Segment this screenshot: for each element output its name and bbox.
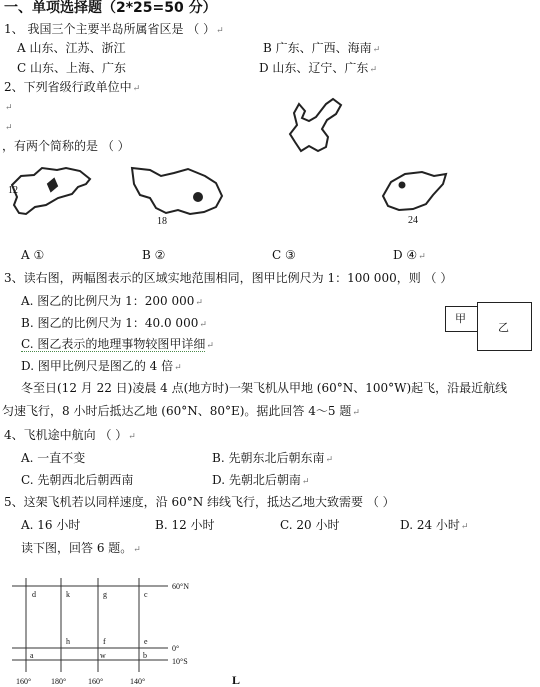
- return-mark: ↵: [460, 522, 469, 532]
- q3-stem: 3、读右图，两幅图表示的区域实地范围相同，图甲比例尺为 1：100 000，则 （ ）: [4, 271, 453, 285]
- q1-option-b-text: B 广东、广西、海南: [263, 41, 372, 55]
- return-mark: ↵: [301, 477, 310, 487]
- return-mark: ↵: [174, 363, 182, 373]
- q3-option-a: [21, 294, 203, 311]
- q2-stem-2: ，有两个简称的是 （ ）: [2, 139, 130, 153]
- q1-option-a: A 山东、江苏、浙江: [17, 41, 126, 55]
- point-d: d: [32, 590, 36, 599]
- q2-option-b: B ②: [142, 248, 166, 262]
- map-shape-12: [12, 168, 90, 214]
- q1-option-c: C 山东、上海、广东: [17, 61, 126, 75]
- point-k: k: [66, 590, 70, 599]
- q4-stem: [4, 428, 136, 445]
- q1-stem-text: 1、 我国三个主要半岛所属省区是 （ ）: [4, 22, 216, 36]
- q3-option-d: [21, 359, 182, 376]
- q4-option-b: [212, 451, 333, 468]
- box-label-jia: 甲: [455, 312, 466, 325]
- point-c: c: [144, 590, 148, 599]
- return-mark: ↵: [195, 298, 203, 308]
- passage-line-2: [2, 404, 360, 421]
- lon-label-4: 140°: [130, 677, 146, 686]
- return-mark: ↵: [128, 432, 136, 442]
- return-mark: ↵: [369, 65, 377, 75]
- q3-option-b: [21, 316, 207, 333]
- return-mark: ↵: [206, 341, 214, 351]
- return-mark: ↵: [5, 123, 13, 133]
- map-shape-18: [132, 168, 222, 214]
- lat-label-0: 0°: [172, 644, 180, 653]
- point-h: h: [66, 637, 70, 646]
- q5-option-a: A. 16 小时: [21, 518, 81, 532]
- q3-option-d-text: D. 图甲比例尺是图乙的 4 倍: [21, 359, 174, 373]
- q5-stem: 5、这架飞机若以同样速度，沿 60°N 纬线飞行，抵达乙地大致需要 （ ）: [4, 495, 395, 509]
- map-label-12: 12: [8, 185, 18, 196]
- read-figure-prompt: [21, 541, 141, 558]
- q5-option-c: C. 20 小时: [280, 518, 340, 532]
- lon-label-2: 180°: [51, 677, 67, 686]
- trailing-mark: L: [232, 673, 241, 687]
- passage-line-1: [21, 381, 507, 396]
- q5-option-d-text: D. 24 小时: [400, 518, 460, 532]
- q3-option-c-text: C. 图乙表示的地理事物较图甲详细: [21, 337, 206, 351]
- return-mark: ↵: [352, 408, 360, 418]
- return-mark: ↵: [133, 545, 141, 555]
- point-g: g: [103, 590, 107, 599]
- q1-option-d-text: D 山东、辽宁、广东: [259, 61, 369, 75]
- q2-option-c: C ③: [272, 248, 296, 262]
- return-mark: ↵: [325, 455, 333, 465]
- return-mark: ↵: [418, 252, 426, 262]
- box-label-yi: 乙: [498, 321, 509, 334]
- q2-option-a: A ①: [21, 248, 45, 262]
- map-shape-24: [383, 172, 446, 210]
- lon-label-1: 160°: [16, 677, 32, 686]
- q5-option-d: [400, 518, 468, 535]
- q2-stem-text: 2、下列省级行政单位中: [4, 80, 132, 94]
- point-b: b: [143, 651, 147, 660]
- read-figure-text: 读下图，回答 6 题。: [21, 541, 133, 555]
- q1-stem: [4, 22, 224, 39]
- q1-option-b: [263, 41, 380, 58]
- q2-option-d: [393, 248, 426, 265]
- map-label-24: 24: [408, 215, 418, 226]
- section-title: 一、单项选择题（2*25=50 分）: [4, 0, 217, 16]
- q1-option-d: [259, 61, 377, 78]
- q2-stem: [4, 80, 140, 97]
- return-mark: ↵: [132, 84, 141, 94]
- q3-option-b-text: B. 图乙的比例尺为 1：40.0 000: [21, 316, 199, 330]
- q4-option-d-text: D. 先朝北后朝南: [212, 473, 301, 487]
- lat-label-10s: 10°S: [172, 657, 188, 666]
- q3-option-c: [21, 337, 214, 354]
- point-w: w: [100, 651, 106, 660]
- lon-label-3: 160°: [88, 677, 104, 686]
- point-f: f: [103, 637, 106, 646]
- return-mark: ↵: [5, 103, 13, 113]
- passage-line-1-text: 冬至日(12 月 22 日)凌晨 4 点(地方时)一架飞机从甲地 (60°N、100°W)起飞，沿最近航线: [21, 381, 508, 395]
- return-mark: ↵: [199, 320, 207, 330]
- q4-option-a: A. 一直不变: [21, 451, 86, 465]
- q4-stem-text: 4、飞机途中航向 （ ）: [4, 428, 128, 442]
- q3-option-a-text: A. 图乙的比例尺为 1：200 000: [21, 294, 195, 308]
- passage-line-2-text: 匀速飞行，8 小时后抵达乙地 (60°N、80°E)。据此回答 4～5 题: [2, 404, 352, 418]
- q4-option-d: [212, 473, 309, 490]
- map-shape-3: [290, 99, 341, 151]
- return-mark: ↵: [216, 26, 224, 36]
- point-e: e: [144, 637, 148, 646]
- map-label-18: 18: [157, 216, 167, 227]
- return-mark: ↵: [372, 45, 381, 55]
- q4-option-b-text: B. 先朝东北后朝东南: [212, 451, 325, 465]
- q5-option-b: B. 12 小时: [155, 518, 215, 532]
- point-a: a: [30, 651, 34, 660]
- q2-option-d-text: D ④: [393, 248, 418, 262]
- q4-option-c: C. 先朝西北后朝西南: [21, 473, 134, 487]
- lat-label-60n: 60°N: [172, 582, 189, 591]
